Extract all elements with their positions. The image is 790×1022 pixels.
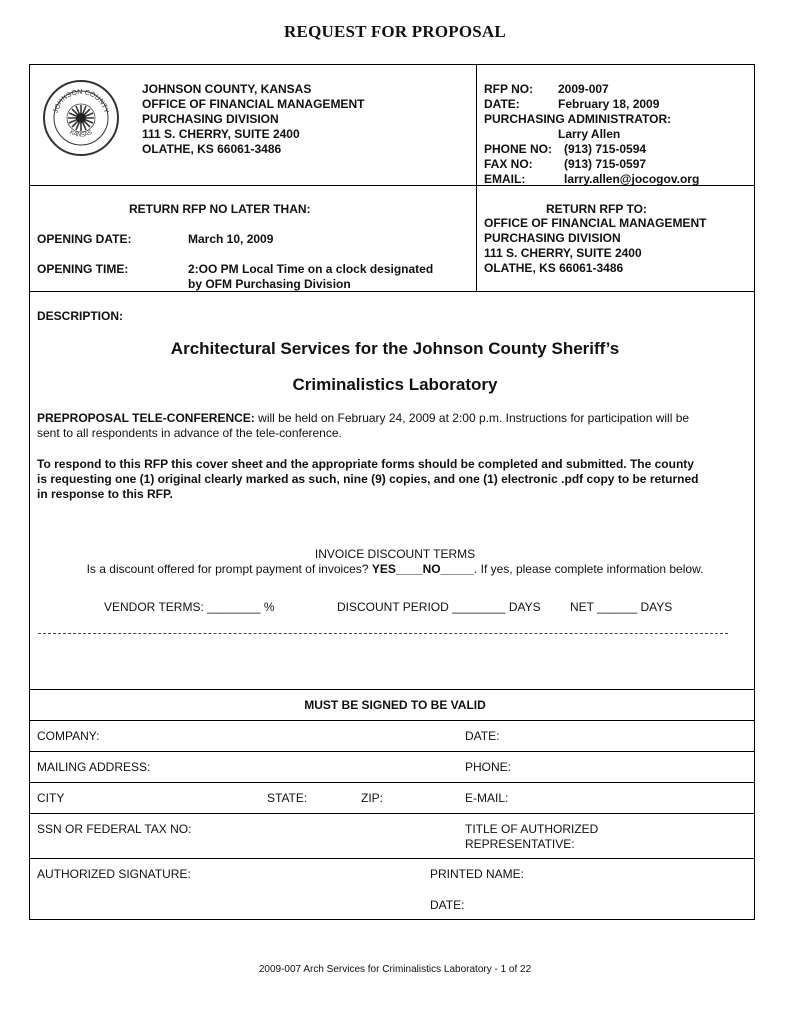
divider xyxy=(476,64,477,291)
description-subtitle: Criminalistics Laboratory xyxy=(292,375,498,394)
invoice-question-text: Is a discount offered for prompt payment of invoices? xyxy=(86,562,372,576)
opening-time-label: OPENING TIME: xyxy=(37,262,129,276)
rfp-date: February 18, 2009 xyxy=(558,97,660,111)
rfp-info xyxy=(484,82,749,187)
opening-time-line: by OFM Purchasing Division xyxy=(188,277,351,291)
opening-time xyxy=(188,262,433,292)
address-line: PURCHASING DIVISION xyxy=(142,112,279,126)
respond-line: is requesting one (1) original clearly marked as such, nine (9) copies, and one (1) electronic .pdf copy to be returned xyxy=(37,472,699,486)
respond-line: in response to this RFP. xyxy=(37,487,173,501)
email-label: EMAIL: xyxy=(484,172,526,186)
date-field[interactable]: DATE: xyxy=(465,729,500,743)
authorized-signature-field[interactable]: AUTHORIZED SIGNATURE: xyxy=(37,867,191,881)
rfp-no-label: RFP NO: xyxy=(484,82,534,96)
address-line: OLATHE, KS 66061-3486 xyxy=(142,142,282,156)
preproposal-label: PREPROPOSAL TELE-CONFERENCE: xyxy=(37,411,255,425)
address-line: OLATHE, KS 66061-3486 xyxy=(484,261,624,275)
discount-period-field[interactable]: DISCOUNT PERIOD ________ DAYS xyxy=(337,600,541,614)
tax-id-field[interactable]: SSN OR FEDERAL TAX NO: xyxy=(37,822,192,836)
yes-field[interactable]: YES____ xyxy=(371,562,423,576)
city-field[interactable]: CITY xyxy=(37,791,65,805)
preproposal-paragraph xyxy=(37,411,752,441)
description-title: Architectural Services for the Johnson County Sheriff’s xyxy=(170,339,620,358)
divider xyxy=(29,720,755,721)
phone-field[interactable]: PHONE: xyxy=(465,760,512,774)
return-heading: RETURN RFP NO LATER THAN: xyxy=(129,202,311,216)
signature-heading: MUST BE SIGNED TO BE VALID xyxy=(304,698,486,712)
company-field[interactable]: COMPANY: xyxy=(37,729,100,743)
opening-date: March 10, 2009 xyxy=(188,232,274,246)
state-field[interactable]: STATE: xyxy=(267,791,308,805)
county-address xyxy=(142,82,364,157)
zip-field[interactable]: ZIP: xyxy=(361,791,384,805)
no-field[interactable]: NO_____ xyxy=(422,562,474,576)
return-to-heading: RETURN RFP TO: xyxy=(546,202,647,216)
address-line: 111 S. CHERRY, SUITE 2400 xyxy=(484,246,642,260)
title-field[interactable] xyxy=(465,822,598,852)
title-label-line: REPRESENTATIVE: xyxy=(465,837,575,851)
dashed-separator xyxy=(38,633,728,634)
admin-name: Larry Allen xyxy=(558,127,621,141)
respond-paragraph xyxy=(37,457,757,502)
fax-number: (913) 715-0597 xyxy=(564,157,647,171)
rfp-no: 2009-007 xyxy=(558,82,609,96)
invoice-question-tail: . If yes, please complete information below. xyxy=(473,562,704,576)
email-link[interactable]: larry.allen@jocogov.org xyxy=(564,172,700,186)
invoice-question xyxy=(0,562,790,577)
return-to-address xyxy=(484,216,706,276)
signature-date-field[interactable]: DATE: xyxy=(430,898,465,912)
email-field[interactable]: E-MAIL: xyxy=(465,791,509,805)
divider xyxy=(29,813,755,814)
printed-name-field[interactable]: PRINTED NAME: xyxy=(430,867,525,881)
address-line: OFFICE OF FINANCIAL MANAGEMENT xyxy=(142,97,365,111)
seal-top-text: JOHNSON COUNTY xyxy=(52,88,110,115)
phone-number: (913) 715-0594 xyxy=(564,142,647,156)
title-label-line: TITLE OF AUTHORIZED xyxy=(465,822,599,836)
description-label: DESCRIPTION: xyxy=(37,309,124,323)
preproposal-text: will be held on February 24, 2009 at 2:00 p.m. Instructions for participation will be xyxy=(254,411,690,425)
opening-date-label: OPENING DATE: xyxy=(37,232,132,246)
divider xyxy=(29,751,755,752)
divider xyxy=(29,858,755,859)
address-line: OFFICE OF FINANCIAL MANAGEMENT xyxy=(484,216,707,230)
fax-label: FAX NO: xyxy=(484,157,533,171)
admin-label: PURCHASING ADMINISTRATOR: xyxy=(484,112,672,126)
date-label: DATE: xyxy=(484,97,520,111)
respond-line: To respond to this RFP this cover sheet and the appropriate forms should be completed and submitted. The county xyxy=(37,457,694,471)
preproposal-text: sent to all respondents in advance of the tele-conference. xyxy=(37,426,342,440)
county-seal-icon xyxy=(43,80,119,156)
net-days-field[interactable]: NET ______ DAYS xyxy=(570,600,673,614)
divider xyxy=(29,689,755,690)
divider xyxy=(29,782,755,783)
opening-time-line: 2:OO PM Local Time on a clock designated xyxy=(188,262,434,276)
address-line: JOHNSON COUNTY, KANSAS xyxy=(142,82,312,96)
phone-label: PHONE NO: xyxy=(484,142,553,156)
address-line: PURCHASING DIVISION xyxy=(484,231,621,245)
invoice-heading: INVOICE DISCOUNT TERMS xyxy=(314,547,476,561)
seal-bottom-text: KANSAS xyxy=(68,129,94,139)
mailing-address-field[interactable]: MAILING ADDRESS: xyxy=(37,760,151,774)
address-line: 111 S. CHERRY, SUITE 2400 xyxy=(142,127,300,141)
page-title: REQUEST FOR PROPOSAL xyxy=(284,22,506,41)
vendor-terms-field[interactable]: VENDOR TERMS: ________ % xyxy=(104,600,275,614)
page-footer: 2009-007 Arch Services for Criminalistics Laboratory - 1 of 22 xyxy=(258,964,532,975)
